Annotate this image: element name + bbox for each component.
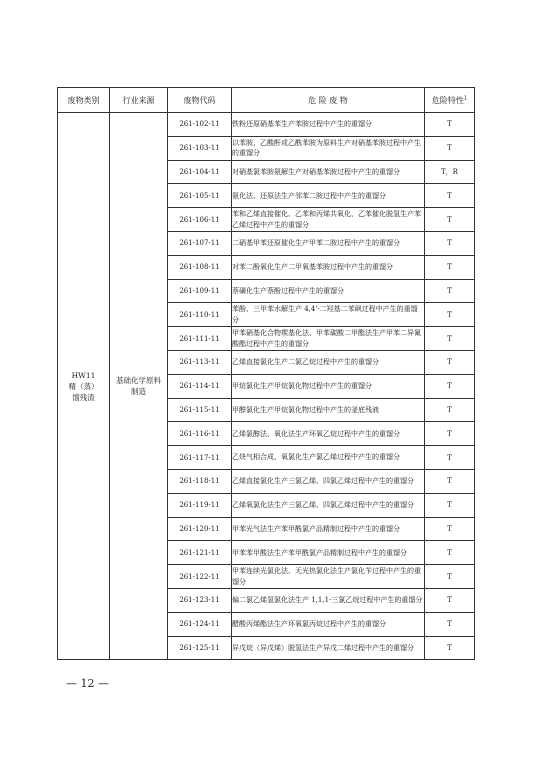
waste-code-cell: 261-114-11 <box>168 374 232 398</box>
hazard-property-cell: T <box>425 469 475 493</box>
header-industry-source: 行业来源 <box>110 88 168 113</box>
waste-category-cell <box>58 113 110 660</box>
waste-code-cell: 261-109-11 <box>168 279 232 303</box>
waste-code-cell: 261-102-11 <box>168 113 232 137</box>
waste-code-cell: 261-121-11 <box>168 541 232 565</box>
header-waste-code: 废物代码 <box>168 88 232 113</box>
waste-description-cell: 甲醇氯化生产甲烷氯化物过程中产生的釜底残液 <box>232 398 425 422</box>
hazard-property-cell: T <box>425 279 475 303</box>
waste-description-cell: 甲苯光气法生产苯甲酰氯产品精制过程中产生的重馏分 <box>232 517 425 541</box>
hazard-property-cell: T <box>425 398 475 422</box>
hazard-property-cell: T，R <box>425 160 475 184</box>
hazard-property-cell: T <box>425 350 475 374</box>
waste-code-cell: 261-120-11 <box>168 517 232 541</box>
header-hazard-property-note: 1 <box>463 94 468 101</box>
hazard-property-cell: T <box>425 541 475 565</box>
hazard-property-cell: T <box>425 208 475 232</box>
waste-code-cell: 261-118-11 <box>168 469 232 493</box>
waste-code-cell: 261-104-11 <box>168 160 232 184</box>
waste-description-cell: 对苯二酚氧化生产二甲氧基苯胺过程中产生的重馏分 <box>232 255 425 279</box>
waste-description-cell: 甲烷氯化生产甲烷氯化物过程中产生的重馏分 <box>232 374 425 398</box>
waste-code-cell: 261-117-11 <box>168 446 232 470</box>
table-row <box>58 113 475 137</box>
waste-description-cell: 乙烯直接氯化生产二氯乙烷过程中产生的重馏分 <box>232 350 425 374</box>
waste-description-cell: 异戊烷（异戊烯）脱氢法生产异戊二烯过程中产生的重馏分 <box>232 636 425 660</box>
waste-code-cell: 261-110-11 <box>168 303 232 327</box>
waste-description-cell: 乙烯氯醇法、氧化法生产环氧乙烷过程中产生的重馏分 <box>232 422 425 446</box>
header-hazard-property-label: 危险特性 <box>431 95 464 105</box>
waste-code-cell: 261-124-11 <box>168 612 232 636</box>
waste-code-cell: 261-108-11 <box>168 255 232 279</box>
waste-description-cell: 偏二氯乙烯氢氯化法生产 1,1,1-三氯乙烷过程中产生的重馏分 <box>232 588 425 612</box>
industry-source-cell <box>110 113 168 660</box>
waste-description-cell: 苯酚、三甲苯水解生产 4,4'-二羟基二苯砜过程中产生的重馏分 <box>232 303 425 327</box>
hazard-property-cell: T <box>425 565 475 589</box>
waste-code-cell: 261-122-11 <box>168 565 232 589</box>
hazard-property-cell: T <box>425 588 475 612</box>
hazard-property-cell: T <box>425 517 475 541</box>
waste-description-cell: 乙炔气相合成、氧氯化生产氯乙烯过程中产生的重馏分 <box>232 446 425 470</box>
page-number: — 12 — <box>66 677 109 690</box>
waste-code-cell: 261-106-11 <box>168 208 232 232</box>
waste-description-cell: 乙烯直接氯化生产三氯乙烯、四氯乙烯过程中产生的重馏分 <box>232 469 425 493</box>
waste-description-cell: 甲苯硝基化合物羰基化法、甲苯碳酸二甲酯法生产甲苯二异氰酸酯过程中产生的重馏分 <box>232 327 425 351</box>
waste-code-cell: 261-123-11 <box>168 588 232 612</box>
waste-code-cell: 261-103-11 <box>168 136 232 160</box>
hazard-property-cell: T <box>425 303 475 327</box>
hazard-property-cell: T <box>425 446 475 470</box>
waste-description-cell: 醋酸丙烯酯法生产环氧氯丙烷过程中产生的重馏分 <box>232 612 425 636</box>
header-category: 废物类别 <box>58 88 110 113</box>
waste-code-cell: 261-125-11 <box>168 636 232 660</box>
hazard-property-cell: T <box>425 113 475 137</box>
hazard-property-cell: T <box>425 422 475 446</box>
waste-code-cell: 261-107-11 <box>168 231 232 255</box>
waste-code-cell: 261-115-11 <box>168 398 232 422</box>
waste-code-cell: 261-119-11 <box>168 493 232 517</box>
waste-description-cell: 萘磺化生产萘酚过程中产生的重馏分 <box>232 279 425 303</box>
table-body <box>58 113 475 660</box>
hazard-property-cell: T <box>425 493 475 517</box>
waste-code-cell: 261-116-11 <box>168 422 232 446</box>
waste-description-cell: 苯和乙烯直接催化、乙苯和丙烯共氧化、乙苯催化脱氢生产苯乙烯过程中产生的重馏分 <box>232 208 425 232</box>
table-header-row <box>58 88 475 113</box>
hazard-property-cell: T <box>425 231 475 255</box>
header-hazardous-waste: 危 险 废 物 <box>232 88 425 113</box>
waste-description-cell: 铁粉还原硝基苯生产苯胺过程中产生的重馏分 <box>232 113 425 137</box>
waste-description-cell: 以苯胺、乙酸酐或乙酰苯胺为原料生产对硝基苯胺过程中产生的重馏分 <box>232 136 425 160</box>
waste-code-cell: 261-105-11 <box>168 184 232 208</box>
waste-description-cell: 乙烯氧氯化法生产三氯乙烯、四氯乙烯过程中产生的重馏分 <box>232 493 425 517</box>
hazard-property-cell: T <box>425 612 475 636</box>
hazard-property-cell: T <box>425 636 475 660</box>
waste-code-cell: 261-113-11 <box>168 350 232 374</box>
hazard-property-cell: T <box>425 184 475 208</box>
waste-description-cell: 对硝基氯苯胺氨解生产对硝基苯胺过程中产生的重馏分 <box>232 160 425 184</box>
hazard-property-cell: T <box>425 327 475 351</box>
waste-code-cell: 261-111-11 <box>168 327 232 351</box>
waste-description-cell: 甲苯苯甲酸法生产苯甲酰氯产品精制过程中产生的重馏分 <box>232 541 425 565</box>
waste-description-cell: 甲苯连续光氯化法、无光热氯化法生产氯化苄过程中产生的重馏分 <box>232 565 425 589</box>
hazard-property-cell: T <box>425 136 475 160</box>
industry-source-label: 基础化学原料 制造 <box>116 376 161 397</box>
header-hazard-property <box>425 88 475 113</box>
hazardous-waste-table <box>57 87 475 660</box>
hazard-property-cell: T <box>425 255 475 279</box>
waste-category-label: HW11 精（蒸） 馏残渣 <box>68 370 99 402</box>
hazard-property-cell: T <box>425 374 475 398</box>
waste-description-cell: 氨化法、还原法生产邻苯二胺过程中产生的重馏分 <box>232 184 425 208</box>
waste-description-cell: 二硝基甲苯还原催化生产甲苯二胺过程中产生的重馏分 <box>232 231 425 255</box>
